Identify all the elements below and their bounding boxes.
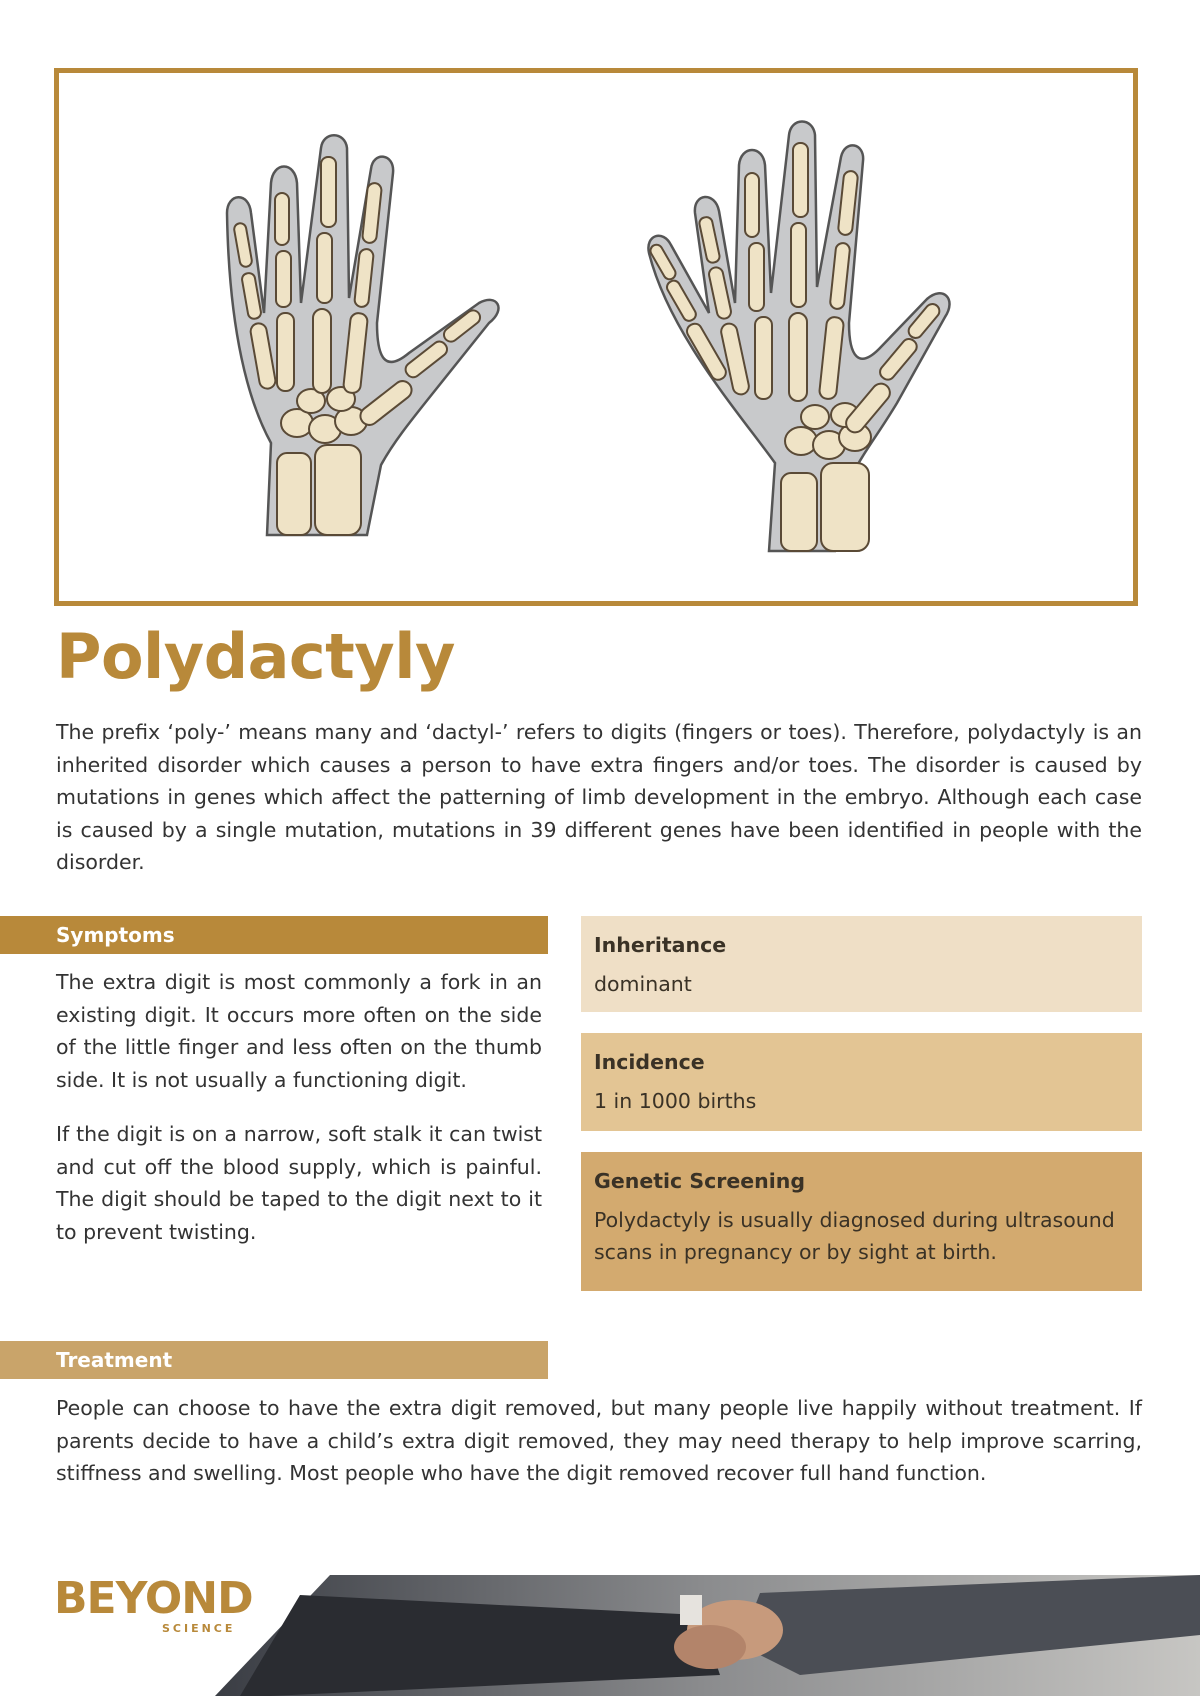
right-hand [648,122,949,552]
card-value: Polydactyly is usually diagnosed during ultrasound scans in pregnancy or by sight at birth. [594,1208,1115,1264]
inheritance-card [581,916,1142,1012]
card-value: dominant [594,972,692,996]
left-hand [227,135,498,535]
treatment-heading: Treatment [0,1341,548,1379]
incidence-card [581,1033,1142,1131]
symptoms-text [56,966,542,1270]
symptoms-paragraph: If the digit is on a narrow, soft stalk it can twist and cut off the blood supply, which is painful. The digit should be taped to the digit next to it to prevent twisting. [56,1122,542,1244]
treatment-paragraph: People can choose to have the extra digit removed, but many people live happily without treatment. If parents decide to have a child’s extra digit removed, they may need therapy to help improve scarring, stiffness and swelling. Most people who have the digit removed recover full hand function. [56,1396,1142,1485]
hand-skeleton-illustration [59,73,1133,601]
card-heading: Genetic Screening [594,1169,806,1193]
logo-subtext: SCIENCE [162,1622,236,1635]
beyond-science-logo [54,1574,254,1634]
genetic-screening-card [581,1152,1142,1291]
card-value: 1 in 1000 births [594,1089,757,1113]
logo-text: BEYOND [54,1573,253,1624]
intro-paragraph: The prefix ‘poly-’ means many and ‘dactyl-’ refers to digits (fingers or toes). Therefore, polydactyly is an inherited disorder which causes a person to have extra fingers and/or toes. The disorder is caused by mutations in genes which affect the patterning of limb development in the embryo. Although each case is caused by a single mutation, mutations in 39 different genes have been identified in people with the disorder. [56,720,1142,874]
card-heading: Incidence [594,1050,705,1074]
symptoms-heading: Symptoms [0,916,548,954]
symptoms-paragraph: The extra digit is most commonly a fork in an existing digit. It occurs more often on the side of the little finger and less often on the thumb side. It is not usually a functioning digit. [56,970,542,1092]
illustration-frame [54,68,1138,606]
page-title: Polydactyly [56,620,455,693]
card-heading: Inheritance [594,933,727,957]
